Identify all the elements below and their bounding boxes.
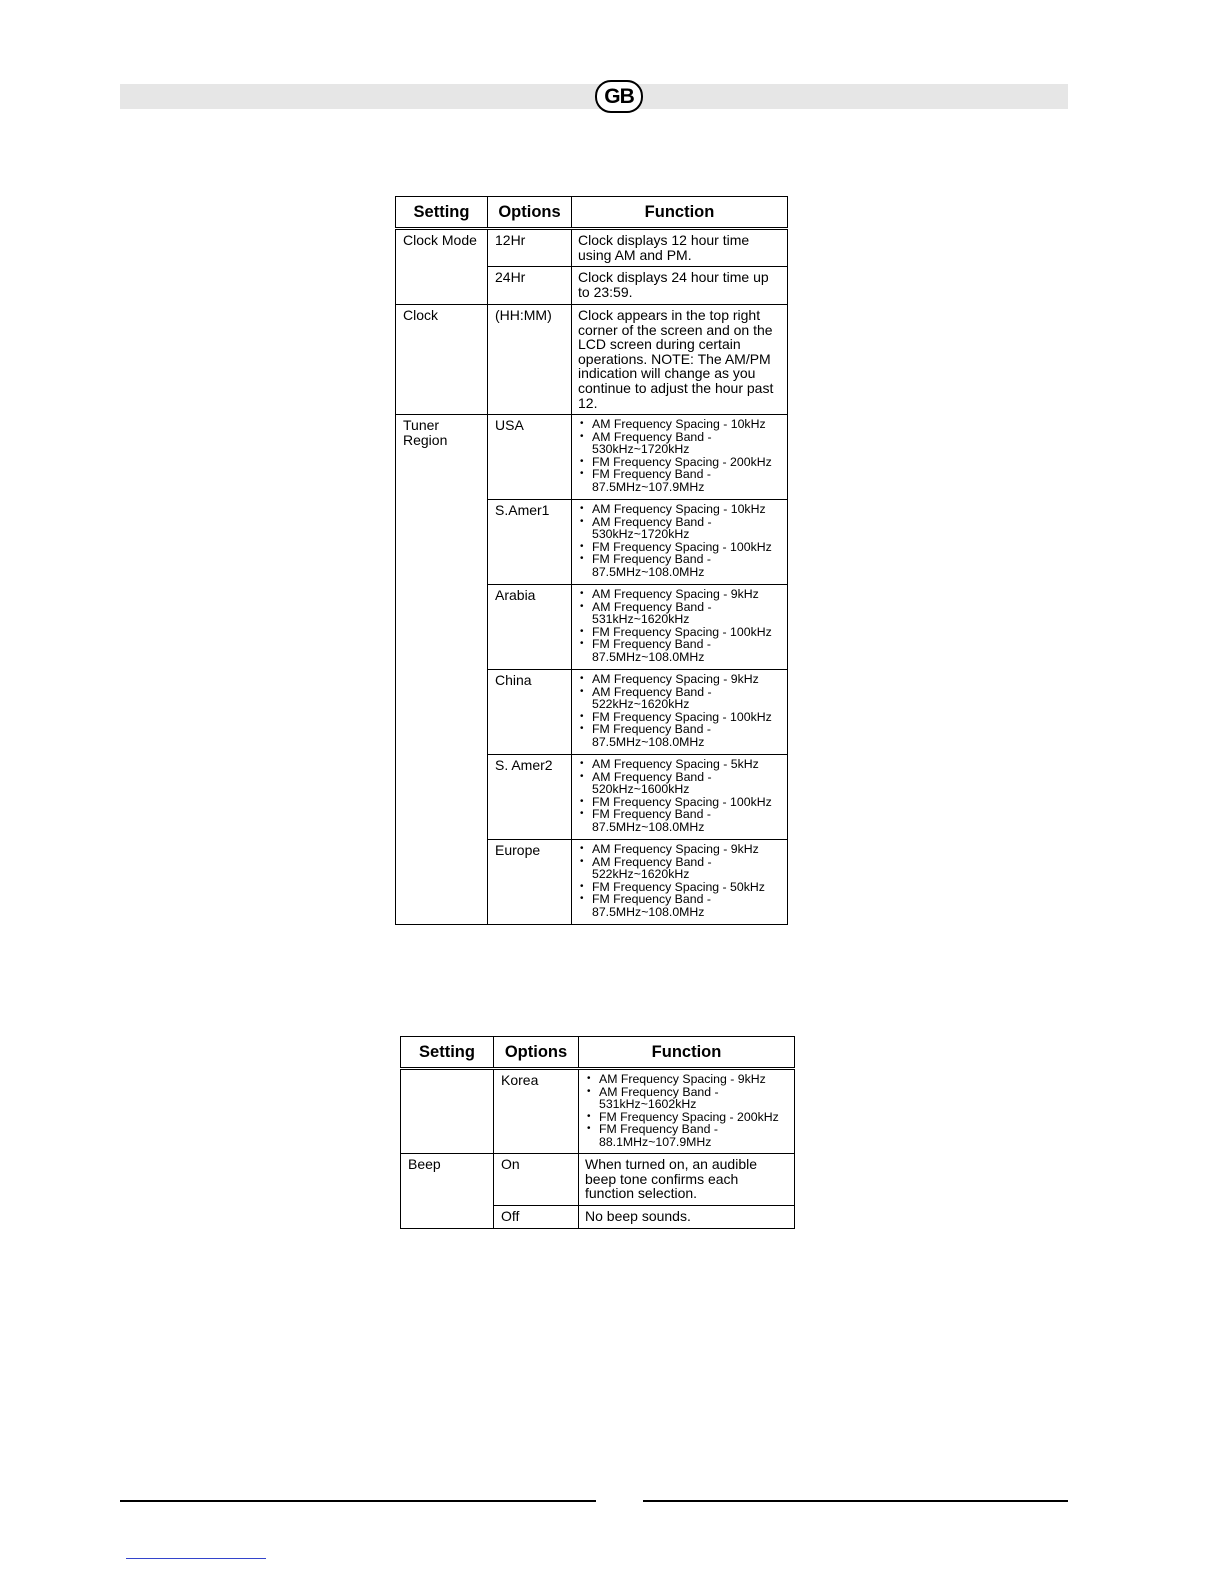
list-item: • AM Frequency Band - 522kHz~1620kHz: [578, 856, 781, 881]
option-12hr: 12Hr: [488, 229, 572, 267]
function-region-list: [578, 843, 781, 919]
footer-rule-right: [643, 1500, 1068, 1502]
list-item: • FM Frequency Spacing - 100kHz: [578, 541, 781, 554]
list-item: • FM Frequency Band - 87.5MHz~107.9MHz: [578, 468, 781, 493]
table-header-row: [401, 1037, 795, 1069]
header-setting: Setting: [401, 1037, 494, 1069]
list-item: • AM Frequency Band - 520kHz~1600kHz: [578, 771, 781, 796]
list-item: • FM Frequency Spacing - 100kHz: [578, 796, 781, 809]
function-12hr: Clock displays 12 hour time using AM and PM.: [572, 229, 788, 267]
option-24hr: 24Hr: [488, 267, 572, 305]
list-item: • AM Frequency Spacing - 10kHz: [578, 503, 781, 516]
setting-clock-mode: Clock Mode: [396, 229, 488, 305]
function-beep-on: When turned on, an audible beep tone confirms each function selection.: [579, 1154, 795, 1206]
list-item: • FM Frequency Band - 87.5MHz~108.0MHz: [578, 893, 781, 918]
option-region: Arabia: [488, 585, 572, 670]
option-region: S. Amer2: [488, 755, 572, 840]
function-region-list: [578, 503, 781, 579]
table-row: [401, 1154, 795, 1206]
function-region-list: [578, 758, 781, 834]
setting-clock: Clock: [396, 305, 488, 415]
header-function: Function: [572, 197, 788, 229]
list-item: • FM Frequency Spacing - 200kHz: [578, 456, 781, 469]
setting-tuner-region-cont: [401, 1069, 494, 1154]
function-region-list: [578, 673, 781, 749]
list-item: • AM Frequency Spacing - 5kHz: [578, 758, 781, 771]
list-item: • AM Frequency Spacing - 9kHz: [578, 673, 781, 686]
table-row: [396, 229, 788, 267]
option-region: USA: [488, 415, 572, 500]
list-item: • FM Frequency Spacing - 50kHz: [578, 881, 781, 894]
table-row: [396, 415, 788, 500]
table-header-row: [396, 197, 788, 229]
function-korea-list: [585, 1073, 788, 1149]
settings-table-1: [395, 196, 788, 925]
list-item: • FM Frequency Band - 88.1MHz~107.9MHz: [585, 1123, 788, 1148]
list-item: • AM Frequency Spacing - 9kHz: [578, 588, 781, 601]
settings-table-2: [400, 1036, 795, 1229]
setting-beep: Beep: [401, 1154, 494, 1229]
language-badge: GB: [595, 80, 643, 113]
list-item: • FM Frequency Band - 87.5MHz~108.0MHz: [578, 553, 781, 578]
setting-tuner-region: Tuner Region: [396, 415, 488, 925]
option-region: Europe: [488, 840, 572, 925]
list-item: • AM Frequency Band - 530kHz~1720kHz: [578, 431, 781, 456]
list-item: • FM Frequency Spacing - 100kHz: [578, 711, 781, 724]
header-options: Options: [488, 197, 572, 229]
list-item: • AM Frequency Spacing - 10kHz: [578, 418, 781, 431]
header-bar: [120, 84, 1068, 109]
footer-rule-left: [120, 1500, 596, 1502]
list-item: • FM Frequency Band - 87.5MHz~108.0MHz: [578, 638, 781, 663]
function-beep-off: No beep sounds.: [579, 1206, 795, 1229]
function-24hr: Clock displays 24 hour time up to 23:59.: [572, 267, 788, 305]
footer-link-underline: [126, 1558, 266, 1559]
list-item: • AM Frequency Spacing - 9kHz: [578, 843, 781, 856]
function-region-list: [578, 588, 781, 664]
table-row: [401, 1069, 795, 1154]
list-item: • FM Frequency Band - 87.5MHz~108.0MHz: [578, 723, 781, 748]
option-korea: Korea: [494, 1069, 579, 1154]
list-item: • FM Frequency Spacing - 100kHz: [578, 626, 781, 639]
option-off: Off: [494, 1206, 579, 1229]
list-item: • AM Frequency Spacing - 9kHz: [585, 1073, 788, 1086]
option-region: S.Amer1: [488, 500, 572, 585]
list-item: • FM Frequency Spacing - 200kHz: [585, 1111, 788, 1124]
list-item: • AM Frequency Band - 530kHz~1720kHz: [578, 516, 781, 541]
option-region: China: [488, 670, 572, 755]
function-clock: Clock appears in the top right corner of the screen and on the LCD screen during certain operations. NOTE: The AM/PM indication will change as you continue to adjust the hour past 12.: [572, 305, 788, 415]
list-item: • FM Frequency Band - 87.5MHz~108.0MHz: [578, 808, 781, 833]
header-setting: Setting: [396, 197, 488, 229]
option-on: On: [494, 1154, 579, 1206]
list-item: • AM Frequency Band - 522kHz~1620kHz: [578, 686, 781, 711]
table-row: [396, 305, 788, 415]
function-region-list: [578, 418, 781, 494]
option-hhmm: (HH:MM): [488, 305, 572, 415]
list-item: • AM Frequency Band - 531kHz~1602kHz: [585, 1086, 788, 1111]
header-options: Options: [494, 1037, 579, 1069]
header-function: Function: [579, 1037, 795, 1069]
list-item: • AM Frequency Band - 531kHz~1620kHz: [578, 601, 781, 626]
